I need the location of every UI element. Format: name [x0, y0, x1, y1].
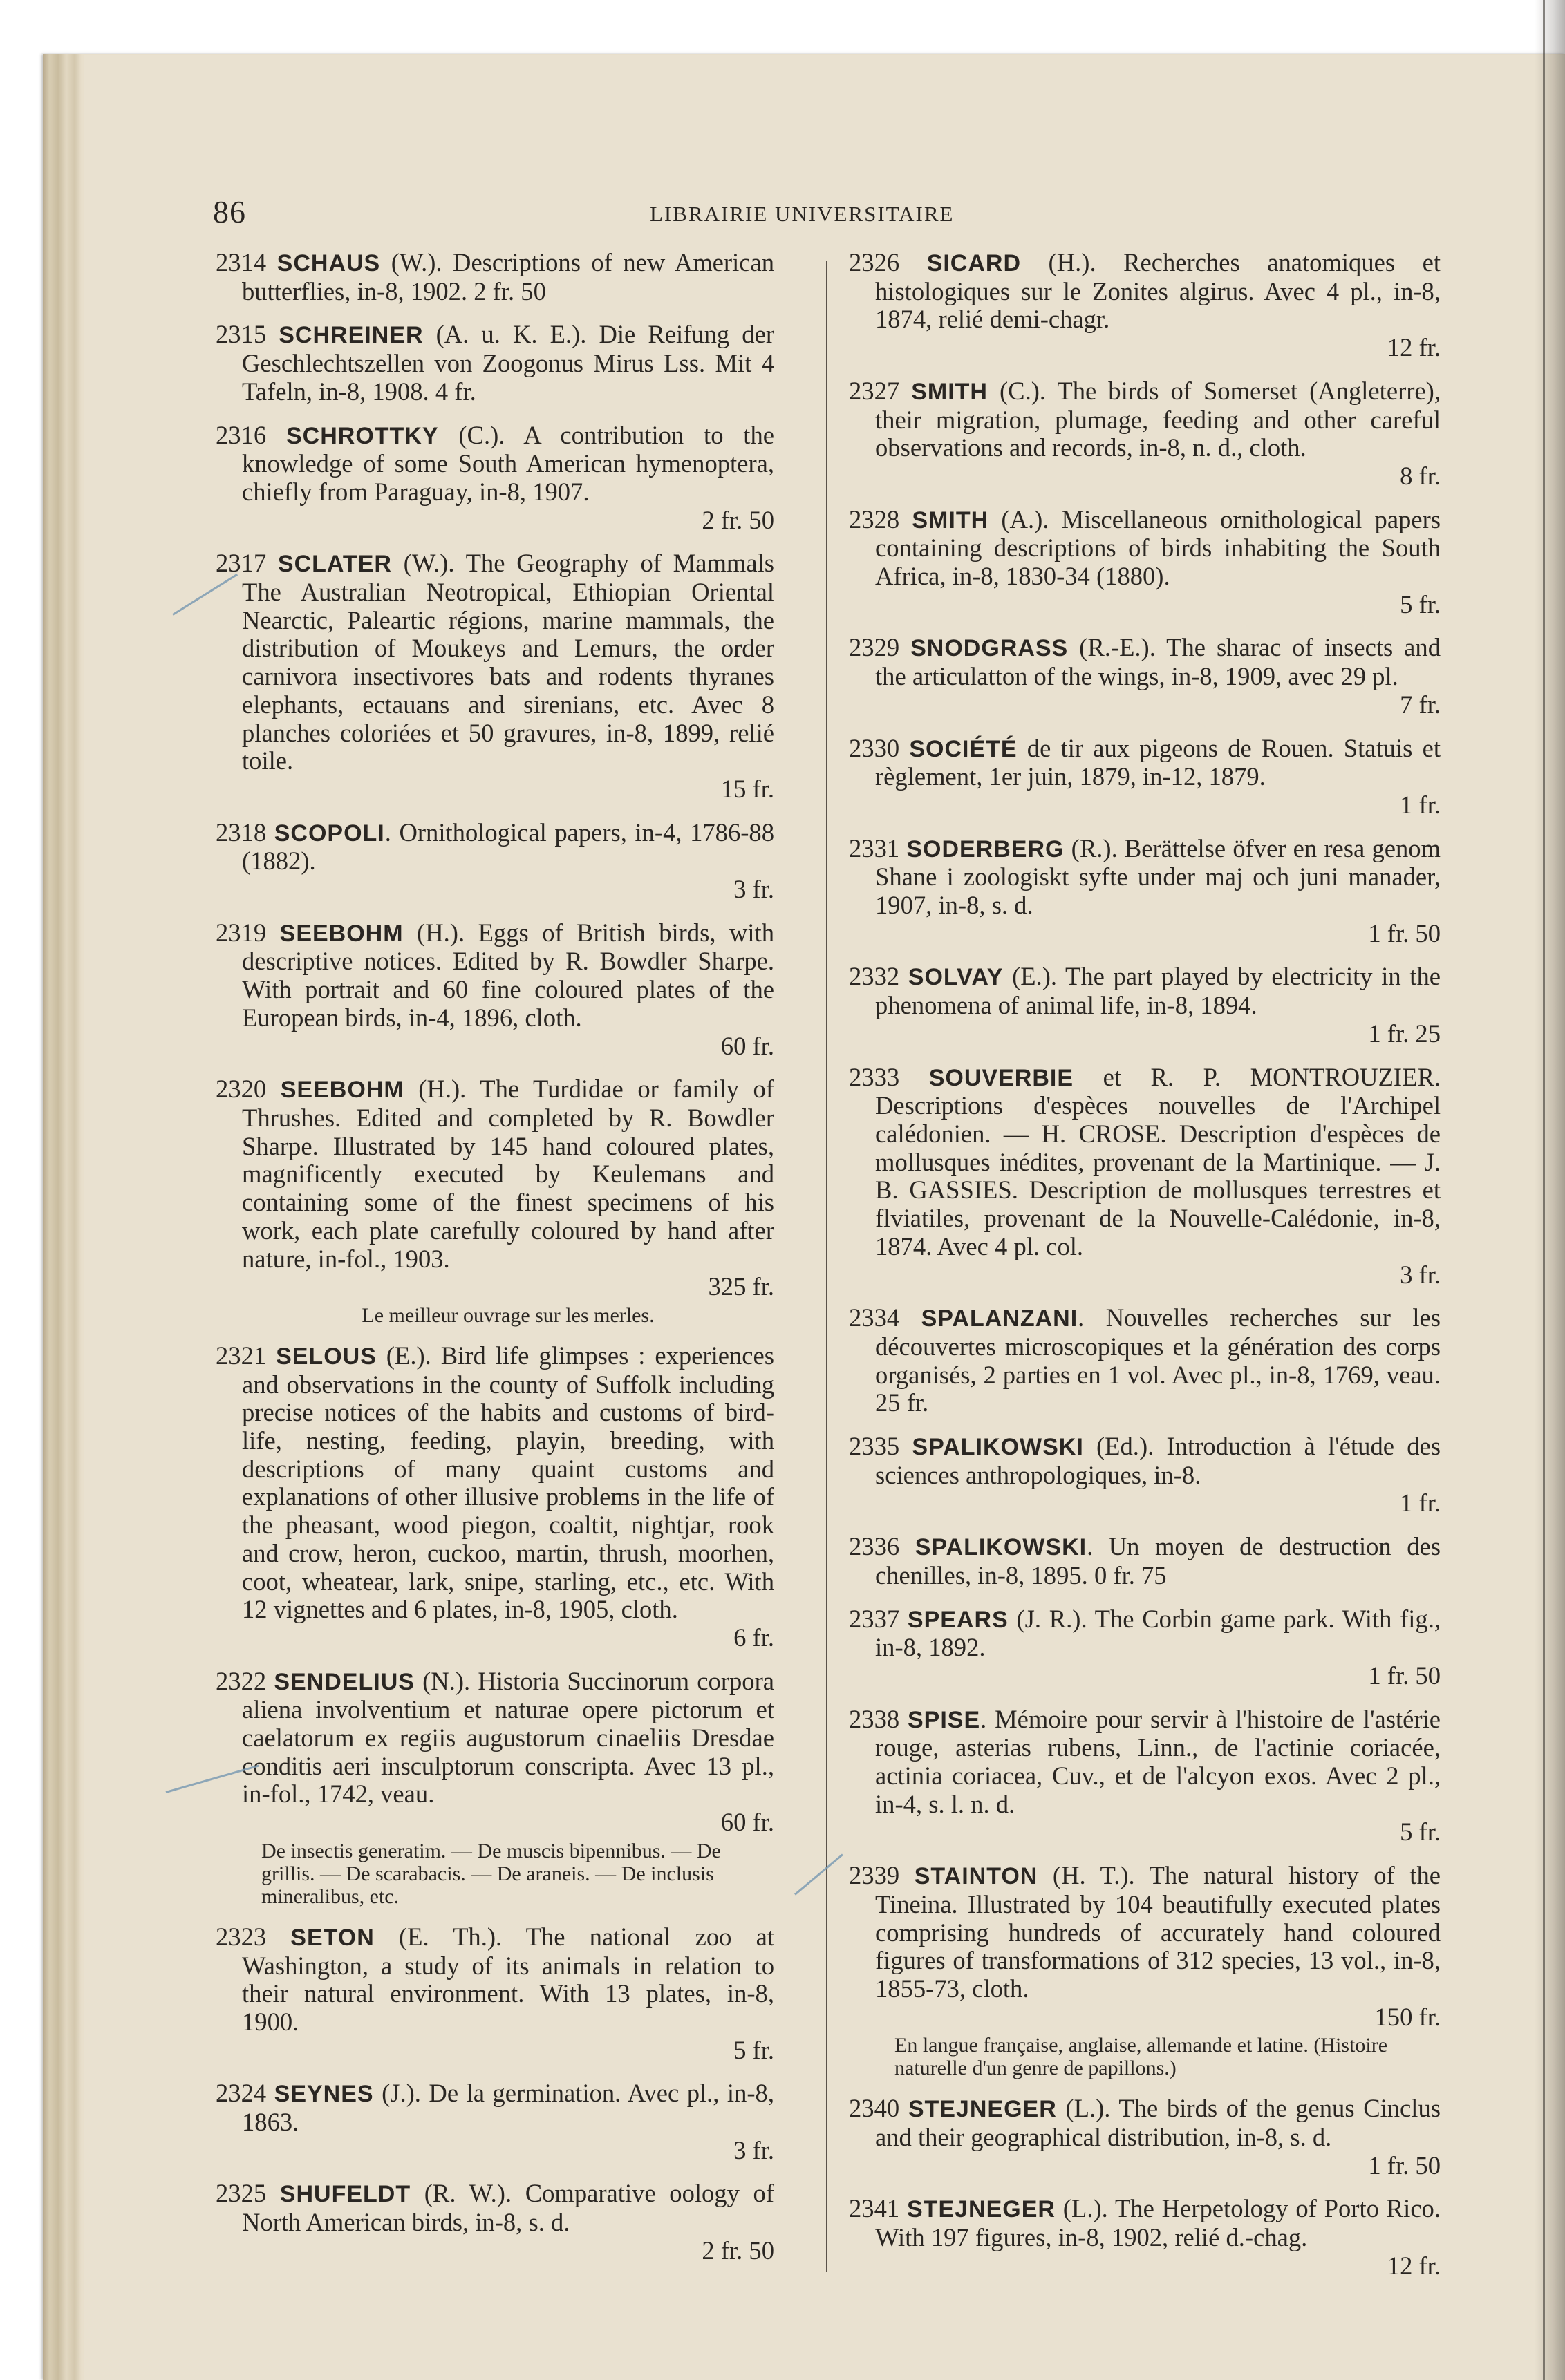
entry-price: 8 fr. [1400, 461, 1441, 490]
entry-description: de tir aux pigeons de Rouen. Statuis et règlement, 1er juin, 1879, in-12, 1879. [875, 733, 1441, 791]
catalog-entry [849, 506, 1441, 619]
entry-description: (H.). Eggs of British birds, with descriptive notices. Edited by R. Bowdler Sharpe. With portrait and 60 fine coloured plates of the European birds, in-4, 1896, cloth. [242, 918, 774, 1032]
entry-number: 2339 [849, 1861, 915, 1890]
author-name: SPEARS [907, 1606, 1009, 1633]
entry-price: 3 fr. [1400, 1260, 1441, 1289]
entry-number: 2340 [849, 2094, 908, 2123]
entry-price: 2 fr. 50 [702, 505, 774, 534]
author-name: SNODGRASS [910, 635, 1069, 662]
entry-number: 2334 [849, 1303, 921, 1332]
page-number: 86 [213, 194, 246, 229]
author-name: SELOUS [276, 1343, 377, 1370]
catalog-entry [849, 1304, 1441, 1417]
entry-number: 2319 [216, 918, 280, 947]
entry-description: (H.). Recherches anatomiques et histologiques sur le Zonites algirus. Avec 4 pl., in-8, 1874, relié demi-chagr. [875, 248, 1441, 334]
catalog-entry [216, 321, 774, 406]
entry-description: (W.). The Geography of Mammals The Australian Neotropical, Ethiopian Oriental Nearctic, Paleartic régions, marine mammals, the distribution of Moukeys and Lemurs, the order carnivora insectivores bats and rodents thyranes elephants, ectauans and sirenians, etc. Avec 8 planches coloriées et 50 gravures, in-8, 1899, relié toile. [242, 549, 774, 775]
entry-note: De insectis generatim. — De muscis bipennibus. — De grillis. — De scarabacis. — De araneis. — De inclusis mineralibus, etc. [261, 1839, 721, 1908]
author-name: SCHREINER [279, 322, 424, 349]
author-name: SCHAUS [277, 250, 381, 276]
entry-description: (C.). The birds of Somerset (Angleterre), their migration, plumage, feeding and other careful observations and records, in-8, n. d., cloth. [875, 376, 1441, 462]
entry-price: 6 fr. [733, 1623, 774, 1652]
author-name: SEYNES [274, 2081, 374, 2108]
entry-description: (N.). Historia Succinorum corpora aliena involventium et naturae opere pictorum et caelatorum ex regiis augustorum cinaeliis Dresdae conditis aeri insculptorum conscripta. Avec 13 pl., in-fol., 1742, veau. [242, 1666, 775, 1808]
catalog-entry [849, 377, 1441, 491]
author-name: SENDELIUS [274, 1668, 415, 1695]
entry-number: 2329 [849, 633, 911, 662]
author-name: SOUVERBIE [928, 1064, 1074, 1091]
catalog-entry [849, 1433, 1441, 1518]
catalog-entry [849, 2095, 1441, 2180]
catalog-entry [216, 919, 774, 1061]
author-name: SEEBOHM [280, 1077, 404, 1104]
running-head: LIBRAIRIE UNIVERSITAIRE [650, 202, 955, 226]
author-name: STAINTON [914, 1863, 1038, 1890]
entry-price: 3 fr. [733, 875, 774, 904]
author-name: SOCIÉTÉ [909, 735, 1018, 762]
entry-number: 2338 [849, 1704, 908, 1733]
entry-description: (A. u. K. E.). Die Reifung der Geschlechtszellen von Zoogonus Mirus Lss. Mit 4 Tafeln, in-8, 1908. 4 fr. [242, 320, 774, 406]
entry-description: . Ornithological papers, in-4, 1786-88 (1882). [242, 818, 774, 876]
entry-number: 2325 [216, 2179, 280, 2208]
catalog-entry [216, 2079, 774, 2164]
entry-number: 2330 [849, 733, 910, 762]
entry-price: 1 fr. 50 [1368, 1661, 1441, 1690]
catalog-entry [849, 1862, 1441, 2079]
entry-number: 2331 [849, 833, 907, 862]
entry-price: 15 fr. [720, 774, 774, 803]
catalog-entry [849, 634, 1441, 719]
entry-price: 1 fr. 25 [1368, 1019, 1441, 1048]
entry-number: 2321 [216, 1341, 277, 1370]
entry-description: (J. R.). The Corbin game park. With fig., in-8, 1892. [875, 1604, 1441, 1662]
entry-description: . Un moyen de destruction des chenilles, in-8, 1895. 0 fr. 75 [875, 1532, 1441, 1589]
author-name: SHUFELDT [279, 2181, 411, 2208]
catalog-entry [216, 422, 774, 535]
catalog-entry [849, 2195, 1441, 2280]
entry-description: (A.). Miscellaneous ornithological papers containing descriptions of birds inhabiting the South Africa, in-8, 1830-34 (1880). [875, 504, 1441, 591]
catalog-entry [216, 1668, 774, 1908]
entry-description: (E.). Bird life glimpses : experiences and observations in the county of Suffolk including precise notices of the habits and customs of bird-life, nesting, feeding, playin, breeding, with descriptions of many quaint customs and explanations of other illusive problems in the life of the pheasant, wood piegon, coaltit, nightjar, rook and crow, heron, cuckoo, martin, thrush, moorhen, coot, wheatear, lark, snipe, starling, etc., etc. With 12 vignettes and 6 plates, in-8, 1905, cloth. [242, 1341, 774, 1624]
entry-description: (L.). The Herpetology of Porto Rico. With 197 figures, in-8, 1902, relié d.-chag. [875, 2194, 1441, 2252]
entry-description: (E.). The part played by electricity in the phenomena of animal life, in-8, 1894. [875, 962, 1441, 1020]
author-name: SEEBOHM [279, 920, 404, 947]
author-name: STEJNEGER [908, 2096, 1057, 2123]
catalog-entry [216, 249, 774, 305]
entry-description: (H. T.). The natural history of the Tineina. Illustrated by 104 beautifully executed plates comprising hundreds of accurately hand coloured figures of transformations of 312 species, 13 vol., in-8, 1855-73, cloth. [875, 1861, 1441, 2003]
entry-description: (R. W.). Comparative oology of North American birds, in-8, s. d. [242, 2179, 774, 2237]
entry-description: (C.). A contribution to the knowledge of some South American hymenoptera, chiefly from Paraguay, in-8, 1907. [242, 420, 774, 506]
entry-number: 2318 [216, 818, 274, 847]
entry-price: 7 fr. [1400, 690, 1441, 719]
entry-description: . Mémoire pour servir à l'histoire de l'astérie rouge, asterias rubens, Linn., de l'actinie coriacée, actinia coriacea, Cuv., et de l'alcyon exos. Avec 2 pl., in-4, s. l. n. d. [875, 1704, 1441, 1818]
entry-description: (R.). Berättelse öfver en resa genom Shane i zoologiskt syfte under maj och juni manader, 1907, in-8, s. d. [875, 833, 1441, 920]
author-name: SICARD [926, 250, 1022, 276]
author-name: SMITH [911, 378, 988, 405]
author-name: SCOPOLI [274, 820, 385, 847]
catalog-entry [849, 1064, 1441, 1290]
catalog-entry [216, 2180, 774, 2265]
author-name: SPALIKOWSKI [912, 1434, 1084, 1461]
author-name: SPALANZANI [921, 1305, 1078, 1332]
catalog-entry [216, 1342, 774, 1652]
author-name: SPISE [908, 1706, 981, 1733]
entry-number: 2337 [849, 1604, 908, 1633]
entry-price: 60 fr. [720, 1808, 774, 1837]
entry-number: 2320 [216, 1075, 281, 1104]
entry-price: 12 fr. [1387, 333, 1441, 362]
catalog-entry [216, 1075, 774, 1327]
entry-number: 2336 [849, 1532, 915, 1561]
entry-description: . Nouvelles recherches sur les découvertes microscopiques et la génération des corps organisés, 2 parties en 1 vol. Avec pl., in-8, 1769, veau. 25 fr. [875, 1303, 1441, 1417]
right-column [849, 249, 1441, 2296]
entry-price: 1 fr. 50 [1368, 2151, 1441, 2180]
entry-price: 150 fr. [1374, 2002, 1441, 2031]
entry-number: 2326 [849, 248, 927, 276]
left-column [216, 249, 774, 2280]
author-name: STEJNEGER [907, 2196, 1056, 2223]
column-divider [826, 261, 827, 2272]
catalog-entry [849, 1706, 1441, 1847]
entry-number: 2317 [216, 549, 278, 578]
entry-price: 2 fr. 50 [702, 2236, 774, 2265]
author-name: SCHROTTKY [285, 422, 439, 449]
entry-description: (E. Th.). The national zoo at Washington, a study of its animals in relation to their natural environment. With 13 plates, in-8, 1900. [242, 1922, 774, 2036]
entry-price: 1 fr. 50 [1368, 918, 1441, 947]
binding-shadow [1535, 0, 1565, 2380]
catalog-entry [849, 835, 1441, 948]
entry-number: 2333 [849, 1062, 929, 1091]
entry-price: 1 fr. [1400, 790, 1441, 819]
author-name: SCLATER [277, 551, 392, 578]
entry-price: 1 fr. [1400, 1489, 1441, 1518]
entry-description: et R. P. MONTROUZIER. Descriptions d'espèces nouvelles de l'Archipel calédonien. — H. CROSE. Description d'espèces de mollusques inédites, provenant de la Martinique. — J. B. GASSIES. Description de mollusques terrestres et flviatiles, provenant de la Nouvelle-Calédonie, in-8, 1874. Avec 4 pl. col. [875, 1062, 1441, 1260]
entry-price: 325 fr. [708, 1272, 774, 1301]
entry-number: 2335 [849, 1432, 912, 1461]
entry-price: 5 fr. [1400, 589, 1441, 618]
entry-description: (W.). Descriptions of new American butterflies, in-8, 1902. 2 fr. 50 [242, 248, 774, 305]
entry-description: (L.). The birds of the genus Cinclus and their geographical distribution, in-8, s. d. [875, 2094, 1441, 2152]
entry-price: 5 fr. [733, 2035, 774, 2064]
entry-number: 2327 [849, 376, 912, 405]
entry-note: En langue française, anglaise, allemande et latine. (Histoire naturelle d'un genre de papillons.) [894, 2034, 1388, 2080]
catalog-entry [849, 1533, 1441, 1589]
entry-number: 2332 [849, 962, 908, 991]
entry-number: 2316 [216, 420, 286, 449]
entry-number: 2324 [216, 2079, 274, 2108]
author-name: SETON [290, 1924, 375, 1951]
catalog-entry [849, 249, 1441, 362]
catalog-entry [849, 963, 1441, 1048]
entry-description: (Ed.). Introduction à l'étude des sciences anthropologiques, in-8. [875, 1432, 1441, 1489]
entry-description: (H.). The Turdidae or family of Thrushes. Edited and completed by R. Bowdler Sharpe. Illustrated by 145 hand coloured plates, magnificently executed by Keulemans and containing some of the finest specimens of his work, each plate carefully coloured by hand after nature, in-fol., 1903. [242, 1075, 774, 1273]
entry-number: 2322 [216, 1666, 274, 1695]
entry-note: Le meilleur ouvrage sur les merles. [362, 1303, 655, 1327]
author-name: SMITH [912, 507, 989, 533]
author-name: SOLVAY [908, 964, 1004, 991]
entry-price: 12 fr. [1387, 2251, 1441, 2280]
entry-number: 2315 [216, 320, 279, 349]
author-name: SODERBERG [906, 835, 1065, 862]
entry-description: (J.). De la germination. Avec pl., in-8, 1863. [242, 2079, 774, 2137]
entry-number: 2341 [849, 2194, 907, 2223]
catalog-entry [216, 1923, 774, 2065]
entry-description: (R.-E.). The sharac of insects and the articulatton of the wings, in-8, 1909, avec 29 pl. [875, 633, 1441, 691]
catalog-entry [216, 819, 774, 904]
entry-price: 5 fr. [1400, 1817, 1441, 1847]
catalog-entry [849, 1605, 1441, 1690]
entry-number: 2328 [849, 504, 912, 533]
author-name: SPALIKOWSKI [915, 1534, 1087, 1561]
catalog-entry [216, 549, 774, 803]
entry-number: 2314 [216, 248, 277, 276]
entry-price: 60 fr. [720, 1031, 774, 1060]
entry-price: 3 fr. [733, 2135, 774, 2164]
entry-number: 2323 [216, 1922, 291, 1951]
catalog-entry [849, 735, 1441, 820]
